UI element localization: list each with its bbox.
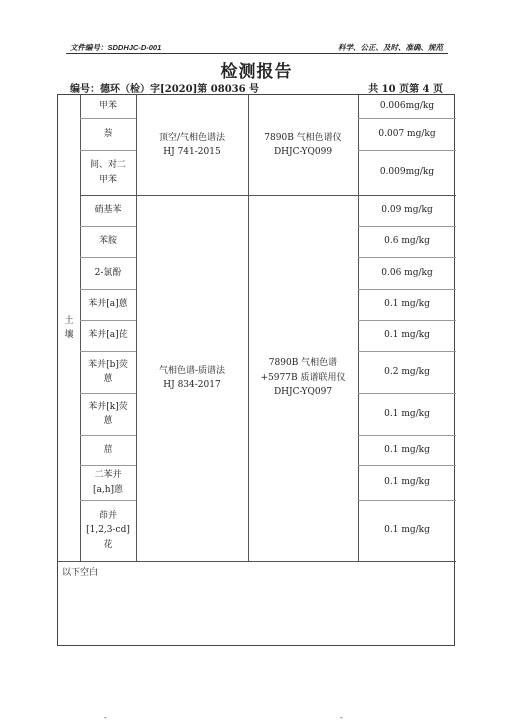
instrument-line: DHJC-YQ099 (273, 147, 333, 157)
header-motto: 科学、公正、及时、准确、规范 (338, 43, 443, 52)
instrument-line: 7890B 气相色谱 (268, 358, 338, 369)
category-char-line: 土 (64, 315, 74, 326)
page-title: 检测报告 (220, 62, 293, 82)
detection-limit-cell: 0.006mg/kg (379, 101, 435, 112)
detection-limit-cell: 0.007 mg/kg (378, 128, 436, 139)
table-bottom-rule (58, 561, 456, 562)
detection-limit-cell: 0.6 mg/kg (384, 236, 430, 247)
detection-limit-cell: 0.2 mg/kg (384, 366, 430, 377)
analyte-name-line: 苯并[b]荧 (88, 359, 128, 370)
analyte-name-cell (80, 500, 136, 561)
page-info: 共 10 页第 4 页 (368, 84, 443, 95)
instrument-line: +5977B 质谱联用仪 (260, 372, 346, 383)
blank-note: 以下空白 (62, 568, 99, 578)
analyte-name-cell (80, 289, 136, 320)
analyte-name-line: 花 (103, 539, 113, 550)
analyte-name-line: [1,2,3-cd] (86, 525, 130, 536)
detection-limit-cell: 0.09 mg/kg (381, 205, 433, 216)
detection-limit-cell: 0.1 mg/kg (384, 408, 430, 419)
analyte-name-cell (80, 393, 136, 435)
analyte-name-line: 苯并[a]芘 (88, 330, 128, 341)
analyte-name-line: 苯胺 (98, 236, 117, 247)
results-table (57, 94, 455, 646)
analyte-name-line: 茚并 (98, 510, 117, 521)
analyte-name-line: 间、对二 (89, 160, 126, 171)
method-line: 气相色谱-质谱法 (158, 365, 226, 376)
footer-mark-right: - (340, 713, 343, 722)
analyte-name-cell (80, 351, 136, 393)
analyte-name-line: 䓛 (103, 444, 113, 455)
analyte-name-cell (80, 118, 136, 150)
method-line: HJ 834-2017 (163, 380, 221, 390)
detection-limit-cell: 0.1 mg/kg (384, 477, 430, 488)
analyte-name-line: 蒽 (103, 416, 113, 426)
analyte-name-cell (80, 226, 136, 257)
detection-limit-cell: 0.009mg/kg (379, 167, 435, 178)
analyte-name-line: [a,h]蒽 (92, 484, 124, 495)
detection-limit-cell: 0.1 mg/kg (384, 525, 430, 536)
detection-limit-cell: 0.1 mg/kg (384, 444, 430, 455)
analyte-name-line: 苯并[a]蒽 (88, 299, 128, 310)
analyte-name-line: 2-氯酚 (94, 267, 122, 278)
category-char-line: 壤 (64, 330, 74, 340)
analyte-name-cell (80, 195, 136, 226)
analyte-name-line: 苯并[k]荧 (88, 401, 128, 412)
analyte-name-cell (80, 95, 136, 118)
analyte-name-cell (80, 320, 136, 351)
analyte-name-cell (80, 257, 136, 289)
method-cell (136, 195, 248, 561)
analyte-name-line: 萘 (103, 128, 113, 139)
file-number: 文件编号：SDDHJC-D-001 (70, 43, 162, 52)
report-number: 编号：德环（检）字[2020]第 08036 号 (70, 84, 260, 95)
analyte-name-cell (80, 435, 136, 465)
method-line: HJ 741-2015 (163, 147, 221, 157)
method-cell (136, 95, 248, 195)
instrument-line: 7890B 气相色谱仪 (264, 132, 342, 143)
instrument-cell (248, 95, 358, 195)
analyte-name-line: 二苯并 (94, 470, 122, 481)
analyte-name-line: 甲苯 (98, 174, 117, 185)
analyte-name-line: 蒽 (103, 374, 113, 384)
analyte-name-line: 硝基苯 (94, 205, 122, 216)
footer-mark-left: - (104, 713, 107, 722)
analyte-name-cell (80, 150, 136, 195)
detection-limit-cell: 0.1 mg/kg (384, 330, 430, 341)
instrument-cell (248, 195, 358, 561)
instrument-line: DHJC-YQ097 (273, 387, 333, 398)
detection-limit-cell: 0.1 mg/kg (384, 299, 430, 310)
method-line: 顶空/气相色谱法 (158, 132, 226, 143)
analyte-name-cell (80, 465, 136, 500)
header-rule (66, 53, 448, 54)
analyte-name-line: 甲苯 (98, 101, 117, 112)
category-cell (58, 95, 80, 561)
detection-limit-cell: 0.06 mg/kg (381, 267, 433, 278)
